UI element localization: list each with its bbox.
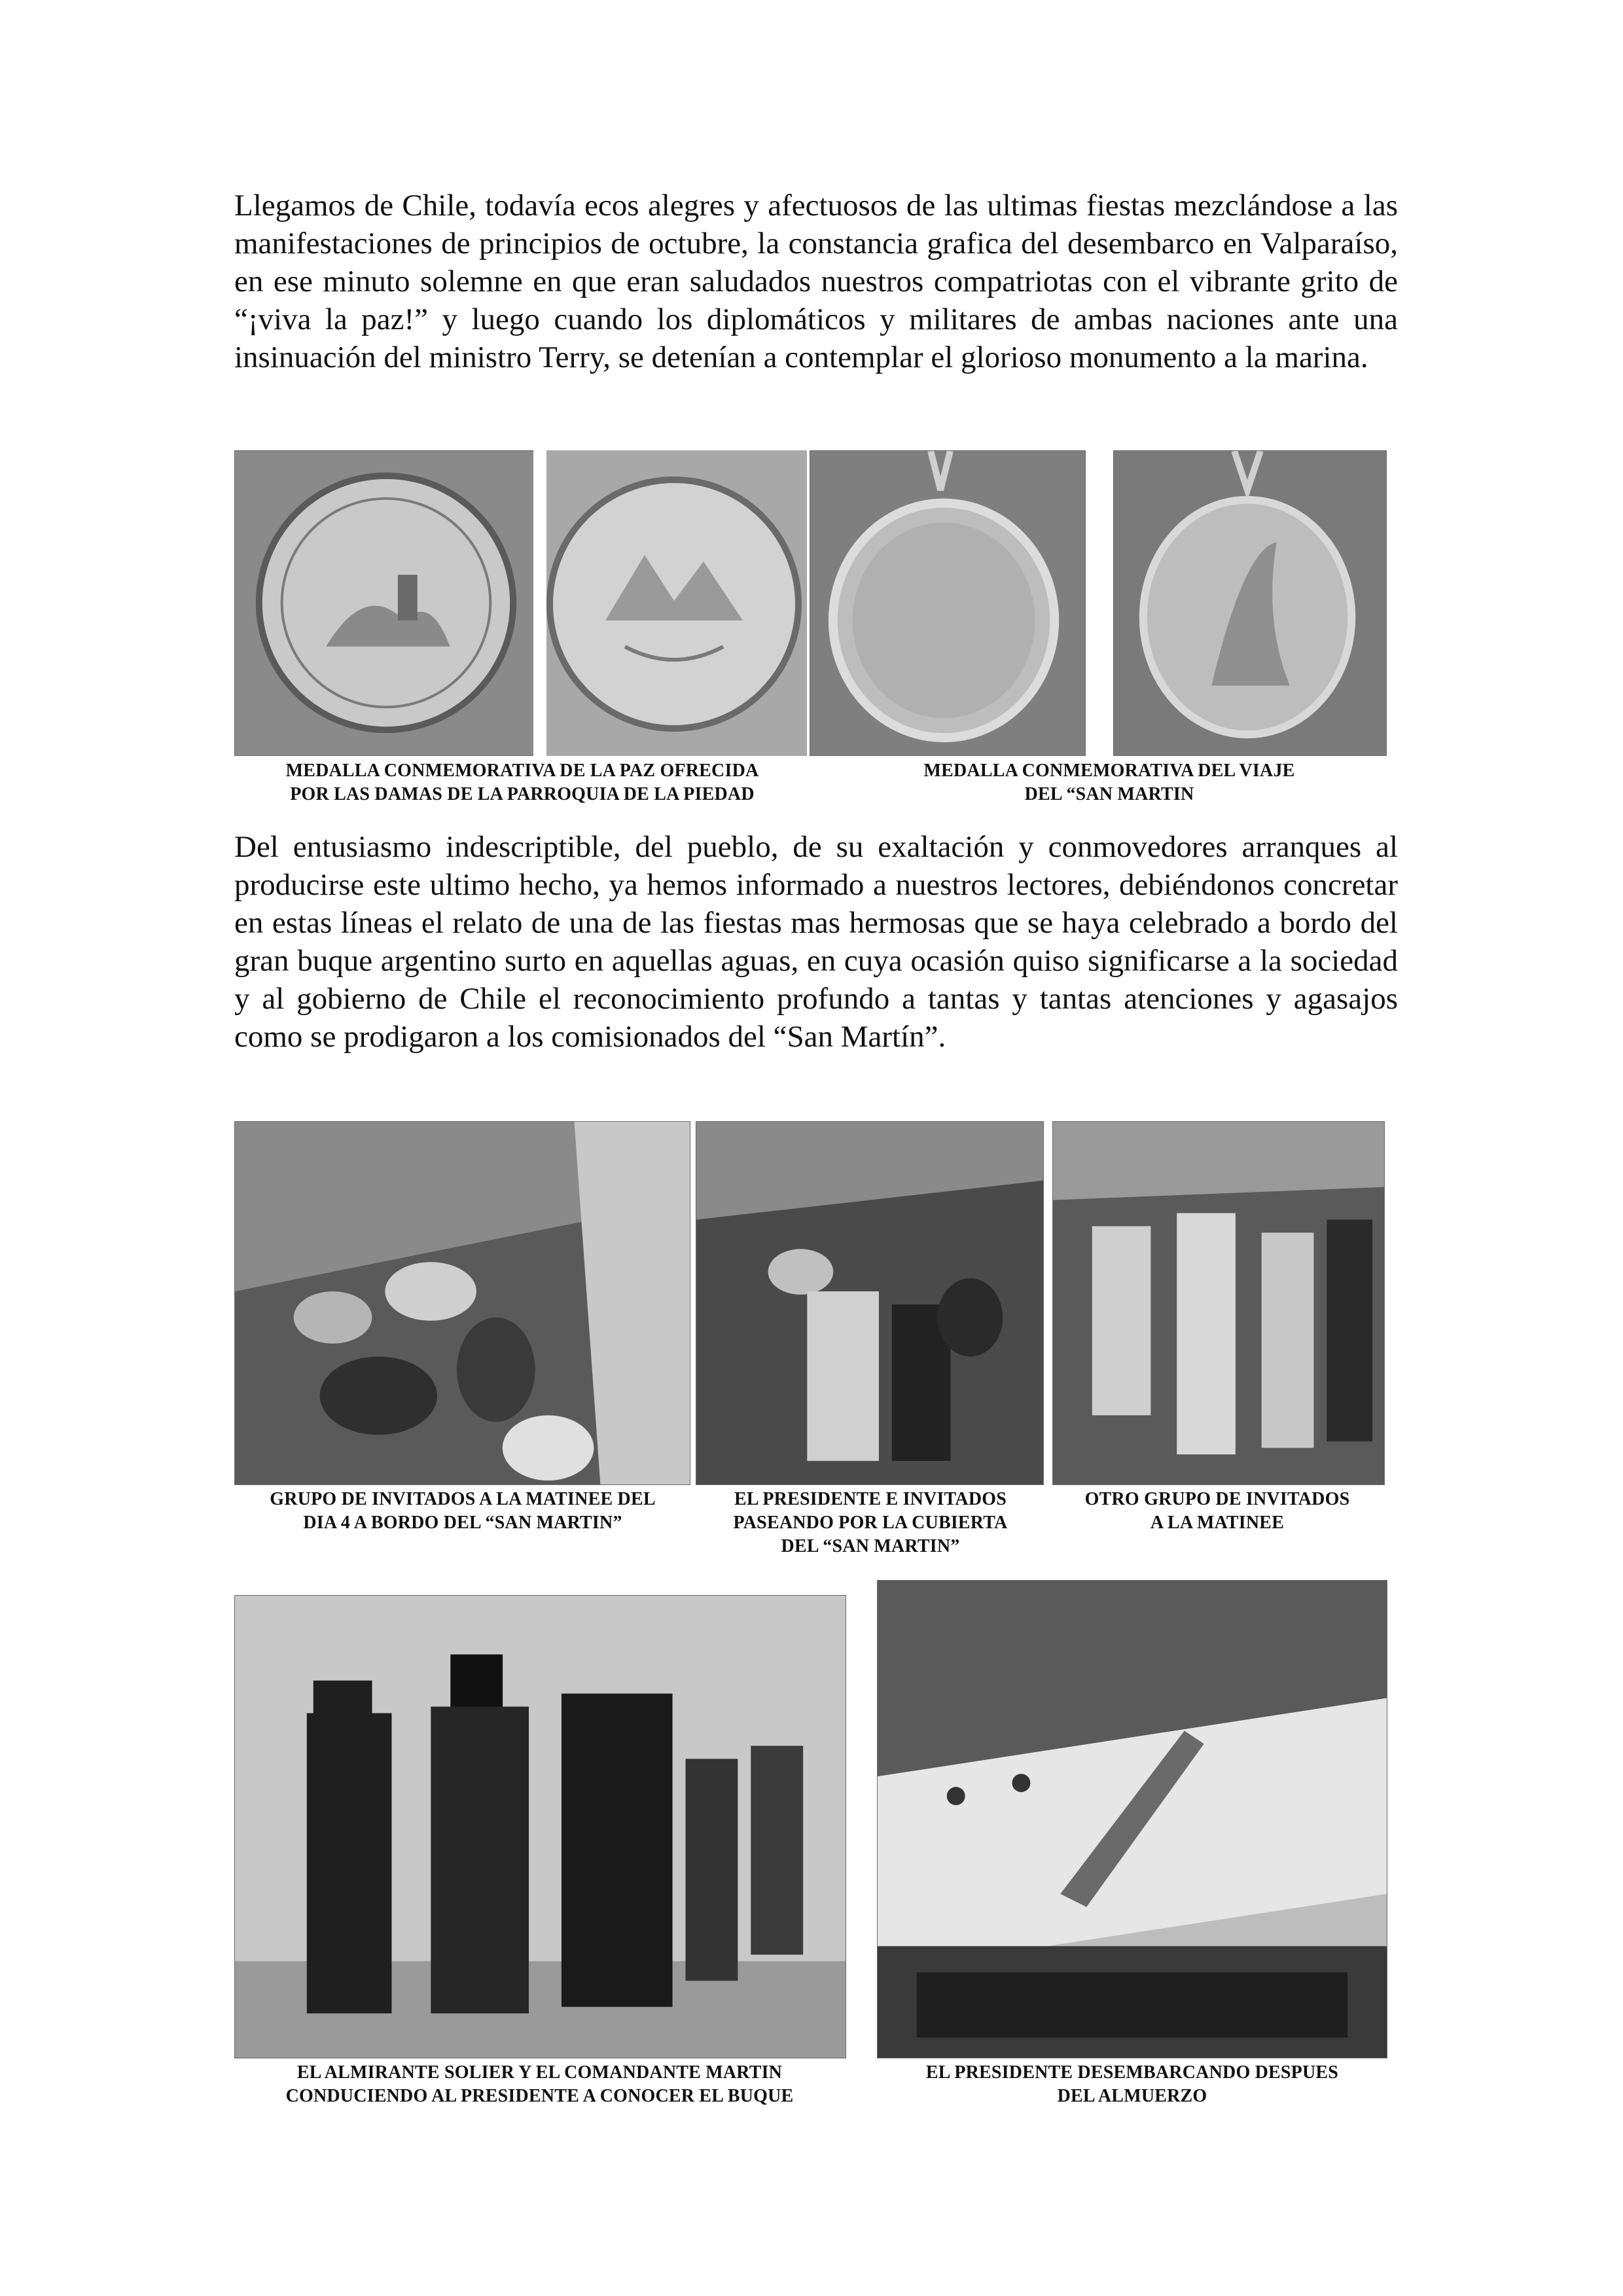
caption-line: CONDUCIENDO AL PRESIDENTE A CONOCER EL BUQUE [285, 2086, 794, 2106]
caption-grupo-invitados [230, 1488, 695, 1535]
caption-line: EL PRESIDENTE DESEMBARCANDO DESPUES [925, 2062, 1339, 2083]
caption-line: MEDALLA CONMEMORATIVA DE LA PAZ OFRECIDA [285, 761, 759, 781]
caption-line: PASEANDO POR LA CUBIERTA [733, 1513, 1008, 1533]
presidente-cubierta-photo [696, 1121, 1044, 1485]
caption-desembarcando [877, 2061, 1387, 2108]
medal-paz-obverse-photo [234, 450, 537, 756]
caption-almirante [230, 2061, 849, 2108]
caption-line: POR LAS DAMAS DE LA PARROQUIA DE LA PIEDAD [290, 784, 755, 804]
caption-presidente-cubierta [700, 1488, 1041, 1558]
paragraph-intro: Llegamos de Chile, todavía ecos alegres y afectuosos de las ultimas fiestas mezclándose a las manifestaciones de principios de octubre, la constancia grafica del desembarco en Valparaíso, en ese minuto solemne en que eran saludados nuestros compatriotas con el vibrante grito de “¡viva la paz!” y luego cuando los diplomáticos y militares de ambas naciones ante una insinuación del ministro Terry, se detenían a contemplar el glorioso monumento a la marina. [234, 188, 1398, 374]
otro-grupo-photo [1052, 1121, 1385, 1485]
caption-medalla-viaje [825, 759, 1394, 806]
caption-line: GRUPO DE INVITADOS A LA MATINEE DEL [270, 1489, 656, 1509]
medal-viaje-reverse-photo [1113, 450, 1387, 756]
paragraph-fiesta: Del entusiasmo indescriptible, del pueblo, de su exaltación y conmovedores arranques al producirse este ultimo hecho, ya hemos informado a nuestros lectores, debiéndonos concretar en estas líneas el relato de una de las fiestas mas hermosas que se haya celebrado a bordo del gran buque argentino surto en aquellas aguas, en cuya ocasión quiso significarse a la sociedad y al gobierno de Chile el reconocimiento profundo a tantas y tantas atenciones y agasajos como se prodigaron a los comisionados del “San Martín”. [234, 830, 1398, 1054]
caption-line: OTRO GRUPO DE INVITADOS [1084, 1489, 1350, 1509]
grupo-invitados-photo [234, 1121, 690, 1485]
presidente-desembarcando-photo [877, 1580, 1387, 2058]
caption-line: EL PRESIDENTE E INVITADOS [734, 1489, 1007, 1509]
caption-line: DIA 4 A BORDO DEL “SAN MARTIN” [303, 1513, 622, 1533]
caption-line: EL ALMIRANTE SOLIER Y EL COMANDANTE MARTIN [296, 2062, 783, 2083]
caption-line: DEL “SAN MARTIN [1024, 784, 1194, 804]
caption-line: MEDALLA CONMEMORATIVA DEL VIAJE [923, 761, 1295, 781]
caption-line: A LA MATINEE [1150, 1513, 1285, 1533]
caption-line: DEL ALMUERZO [1057, 2086, 1207, 2106]
medal-viaje-obverse-photo [810, 450, 1086, 756]
caption-medalla-paz [234, 759, 810, 806]
caption-otro-grupo [1047, 1488, 1387, 1535]
almirante-presidente-photo [234, 1595, 846, 2058]
caption-line: DEL “SAN MARTIN” [781, 1536, 960, 1556]
medal-paz-reverse-photo [533, 450, 807, 756]
